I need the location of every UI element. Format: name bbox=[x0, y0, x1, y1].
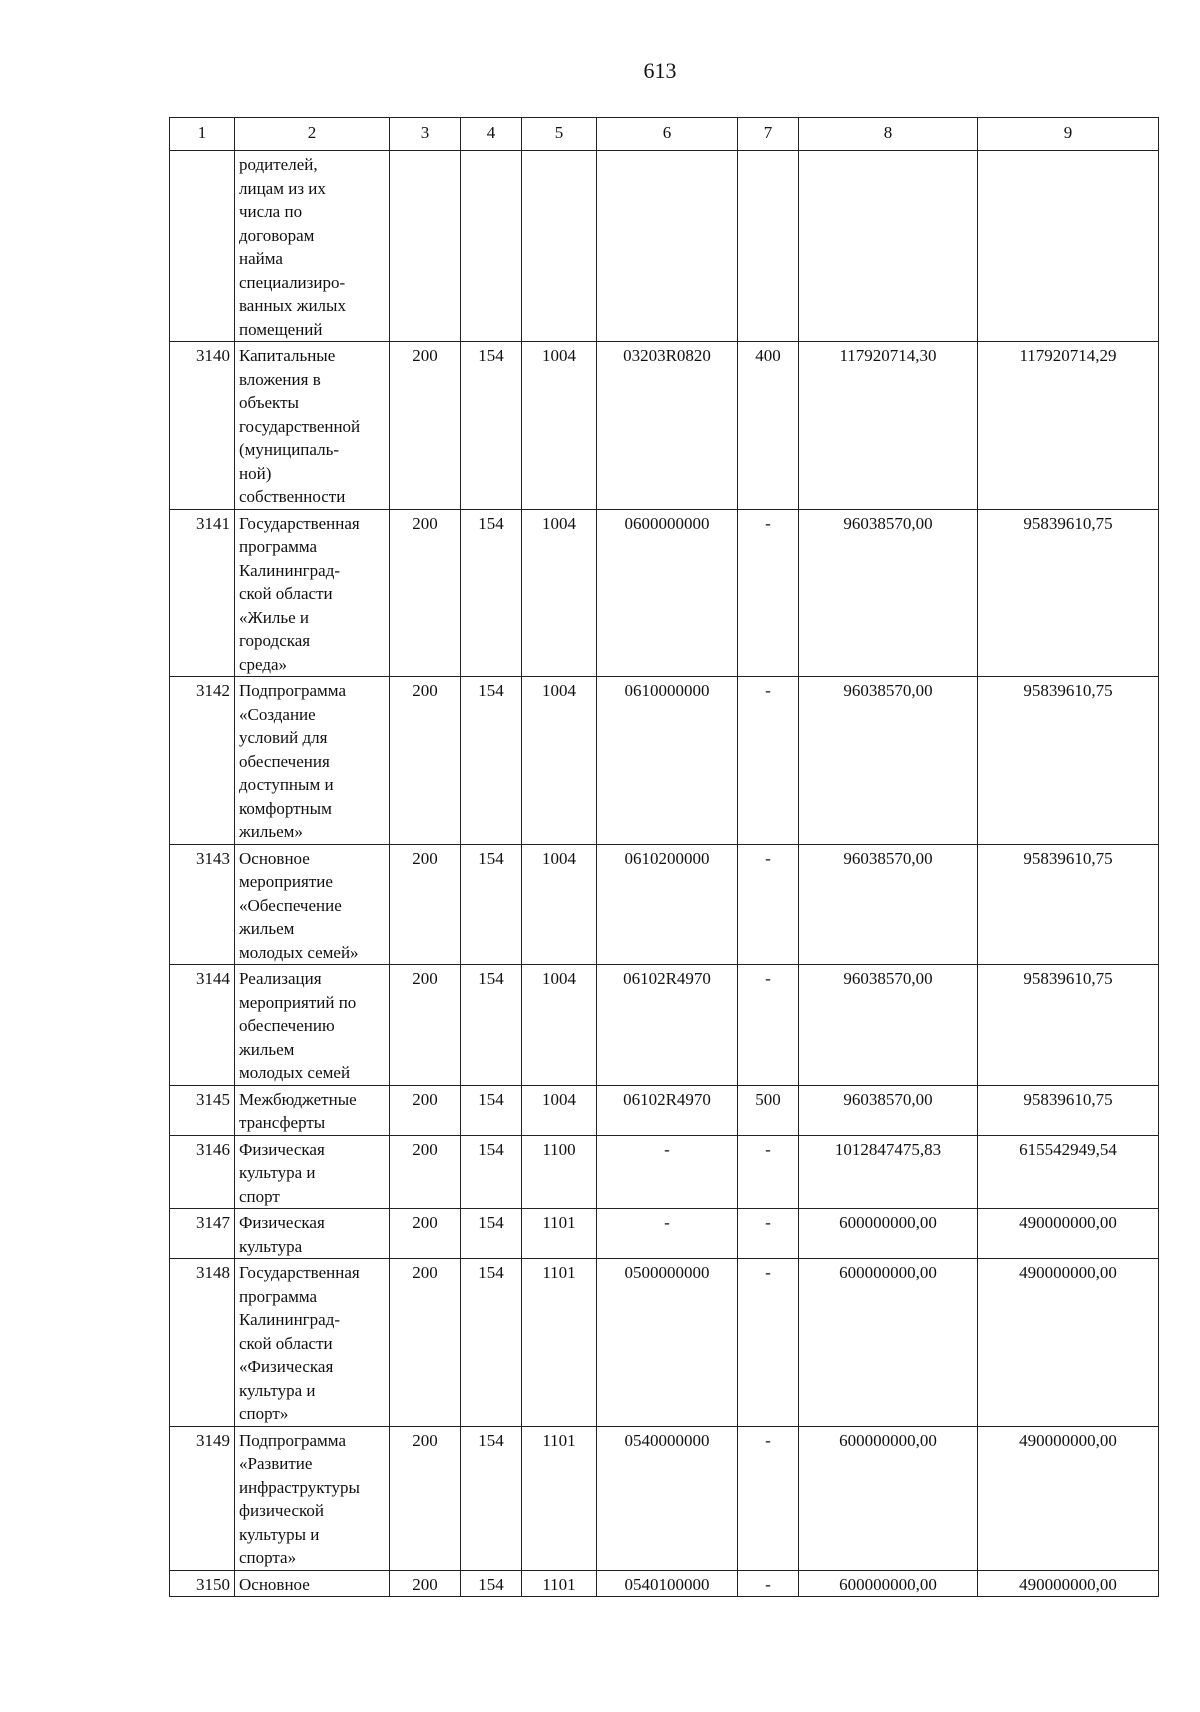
col8-cell: 96038570,00 bbox=[799, 844, 978, 965]
col8-cell: 1012847475,83 bbox=[799, 1135, 978, 1209]
col4-cell: 154 bbox=[461, 1426, 522, 1570]
col5-cell: 1004 bbox=[522, 844, 597, 965]
col9-cell: 95839610,75 bbox=[978, 509, 1159, 677]
col5-cell: 1101 bbox=[522, 1259, 597, 1427]
table-row bbox=[170, 342, 1159, 510]
col7-cell: - bbox=[738, 1426, 799, 1570]
row-name-cell: Реализация мероприятий по обеспечению жильем молодых семей bbox=[235, 965, 390, 1086]
col5-cell: 1004 bbox=[522, 965, 597, 1086]
col5-cell bbox=[522, 151, 597, 342]
col3-cell: 200 bbox=[390, 1259, 461, 1427]
row-name-cell: Подпрограмма «Создание условий для обеспечения доступным и комфортным жильем» bbox=[235, 677, 390, 845]
row-number-cell: 3147 bbox=[170, 1209, 235, 1259]
col3-cell: 200 bbox=[390, 1085, 461, 1135]
col-header-6: 6 bbox=[597, 118, 738, 151]
col5-cell: 1004 bbox=[522, 1085, 597, 1135]
col6-cell: 06102R4970 bbox=[597, 965, 738, 1086]
col8-cell: 117920714,30 bbox=[799, 342, 978, 510]
col8-cell: 96038570,00 bbox=[799, 1085, 978, 1135]
col-header-5: 5 bbox=[522, 118, 597, 151]
col-header-3: 3 bbox=[390, 118, 461, 151]
col8-cell: 96038570,00 bbox=[799, 509, 978, 677]
col3-cell: 200 bbox=[390, 1570, 461, 1597]
col7-cell: - bbox=[738, 965, 799, 1086]
table-row bbox=[170, 677, 1159, 845]
row-number-cell: 3142 bbox=[170, 677, 235, 845]
row-name-cell: Физическая культура bbox=[235, 1209, 390, 1259]
row-number-cell: 3150 bbox=[170, 1570, 235, 1597]
col6-cell: - bbox=[597, 1135, 738, 1209]
col9-cell: 95839610,75 bbox=[978, 844, 1159, 965]
col4-cell: 154 bbox=[461, 677, 522, 845]
row-name-cell: Физическая культура и спорт bbox=[235, 1135, 390, 1209]
col6-cell: 0500000000 bbox=[597, 1259, 738, 1427]
col9-cell: 490000000,00 bbox=[978, 1209, 1159, 1259]
row-name-cell: родителей, лицам из их числа по договорам найма специализиро- ванных жилых помещений bbox=[235, 151, 390, 342]
row-number-cell: 3148 bbox=[170, 1259, 235, 1427]
col-header-9: 9 bbox=[978, 118, 1159, 151]
row-name-cell: Государственная программа Калининград- ской области «Физическая культура и спорт» bbox=[235, 1259, 390, 1427]
col9-cell: 615542949,54 bbox=[978, 1135, 1159, 1209]
col6-cell: 0610200000 bbox=[597, 844, 738, 965]
col5-cell: 1101 bbox=[522, 1426, 597, 1570]
col5-cell: 1101 bbox=[522, 1570, 597, 1597]
col8-cell: 600000000,00 bbox=[799, 1209, 978, 1259]
col6-cell: - bbox=[597, 1209, 738, 1259]
col3-cell: 200 bbox=[390, 1135, 461, 1209]
col9-cell: 490000000,00 bbox=[978, 1259, 1159, 1427]
col5-cell: 1004 bbox=[522, 509, 597, 677]
row-number-cell: 3149 bbox=[170, 1426, 235, 1570]
col4-cell: 154 bbox=[461, 1259, 522, 1427]
col4-cell: 154 bbox=[461, 342, 522, 510]
col8-cell bbox=[799, 151, 978, 342]
col6-cell: 0610000000 bbox=[597, 677, 738, 845]
table-row bbox=[170, 1426, 1159, 1570]
col9-cell: 95839610,75 bbox=[978, 677, 1159, 845]
col4-cell: 154 bbox=[461, 965, 522, 1086]
row-number-cell: 3146 bbox=[170, 1135, 235, 1209]
col3-cell bbox=[390, 151, 461, 342]
col-header-8: 8 bbox=[799, 118, 978, 151]
col7-cell: - bbox=[738, 1135, 799, 1209]
row-name-cell: Межбюджетные трансферты bbox=[235, 1085, 390, 1135]
col7-cell: 400 bbox=[738, 342, 799, 510]
table-row bbox=[170, 1259, 1159, 1427]
col-header-4: 4 bbox=[461, 118, 522, 151]
col7-cell: - bbox=[738, 844, 799, 965]
col9-cell: 490000000,00 bbox=[978, 1570, 1159, 1597]
col6-cell: 03203R0820 bbox=[597, 342, 738, 510]
col8-cell: 96038570,00 bbox=[799, 677, 978, 845]
col8-cell: 600000000,00 bbox=[799, 1570, 978, 1597]
row-name-cell: Основное мероприятие «Обеспечение жильем молодых семей» bbox=[235, 844, 390, 965]
col7-cell: - bbox=[738, 677, 799, 845]
col7-cell: - bbox=[738, 509, 799, 677]
table-row bbox=[170, 151, 1159, 342]
row-number-cell: 3144 bbox=[170, 965, 235, 1086]
col7-cell bbox=[738, 151, 799, 342]
col6-cell: 0540100000 bbox=[597, 1570, 738, 1597]
col7-cell: - bbox=[738, 1259, 799, 1427]
col-header-1: 1 bbox=[170, 118, 235, 151]
col4-cell: 154 bbox=[461, 1085, 522, 1135]
col7-cell: - bbox=[738, 1570, 799, 1597]
col9-cell: 95839610,75 bbox=[978, 965, 1159, 1086]
col3-cell: 200 bbox=[390, 342, 461, 510]
col7-cell: - bbox=[738, 1209, 799, 1259]
row-number-cell: 3140 bbox=[170, 342, 235, 510]
col6-cell: 0540000000 bbox=[597, 1426, 738, 1570]
col6-cell bbox=[597, 151, 738, 342]
row-number-cell: 3145 bbox=[170, 1085, 235, 1135]
table-row bbox=[170, 1135, 1159, 1209]
col3-cell: 200 bbox=[390, 677, 461, 845]
budget-table bbox=[169, 117, 1159, 1597]
col8-cell: 96038570,00 bbox=[799, 965, 978, 1086]
row-name-cell: Подпрограмма «Развитие инфраструктуры физической культуры и спорта» bbox=[235, 1426, 390, 1570]
col4-cell bbox=[461, 151, 522, 342]
table-row bbox=[170, 1209, 1159, 1259]
col9-cell: 95839610,75 bbox=[978, 1085, 1159, 1135]
col5-cell: 1004 bbox=[522, 342, 597, 510]
row-number-cell: 3141 bbox=[170, 509, 235, 677]
col4-cell: 154 bbox=[461, 1135, 522, 1209]
row-number-cell: 3143 bbox=[170, 844, 235, 965]
col7-cell: 500 bbox=[738, 1085, 799, 1135]
table-row bbox=[170, 965, 1159, 1086]
table-row bbox=[170, 1570, 1159, 1597]
col3-cell: 200 bbox=[390, 844, 461, 965]
page-number: 613 bbox=[643, 58, 677, 83]
col-header-7: 7 bbox=[738, 118, 799, 151]
col3-cell: 200 bbox=[390, 509, 461, 677]
row-name-cell: Капитальные вложения в объекты государственной (муниципаль- ной) собственности bbox=[235, 342, 390, 510]
header-row bbox=[170, 118, 1159, 151]
col5-cell: 1004 bbox=[522, 677, 597, 845]
row-number-cell bbox=[170, 151, 235, 342]
row-name-cell: Основное bbox=[235, 1570, 390, 1597]
col3-cell: 200 bbox=[390, 1426, 461, 1570]
col3-cell: 200 bbox=[390, 1209, 461, 1259]
table-row bbox=[170, 1085, 1159, 1135]
col8-cell: 600000000,00 bbox=[799, 1259, 978, 1427]
col8-cell: 600000000,00 bbox=[799, 1426, 978, 1570]
col3-cell: 200 bbox=[390, 965, 461, 1086]
col4-cell: 154 bbox=[461, 1209, 522, 1259]
col6-cell: 0600000000 bbox=[597, 509, 738, 677]
table-row bbox=[170, 844, 1159, 965]
col5-cell: 1101 bbox=[522, 1209, 597, 1259]
col9-cell: 490000000,00 bbox=[978, 1426, 1159, 1570]
col4-cell: 154 bbox=[461, 844, 522, 965]
col-header-2: 2 bbox=[235, 118, 390, 151]
col9-cell bbox=[978, 151, 1159, 342]
col4-cell: 154 bbox=[461, 509, 522, 677]
col4-cell: 154 bbox=[461, 1570, 522, 1597]
table-row bbox=[170, 509, 1159, 677]
col6-cell: 06102R4970 bbox=[597, 1085, 738, 1135]
col9-cell: 117920714,29 bbox=[978, 342, 1159, 510]
row-name-cell: Государственная программа Калининград- ской области «Жилье и городская среда» bbox=[235, 509, 390, 677]
col5-cell: 1100 bbox=[522, 1135, 597, 1209]
